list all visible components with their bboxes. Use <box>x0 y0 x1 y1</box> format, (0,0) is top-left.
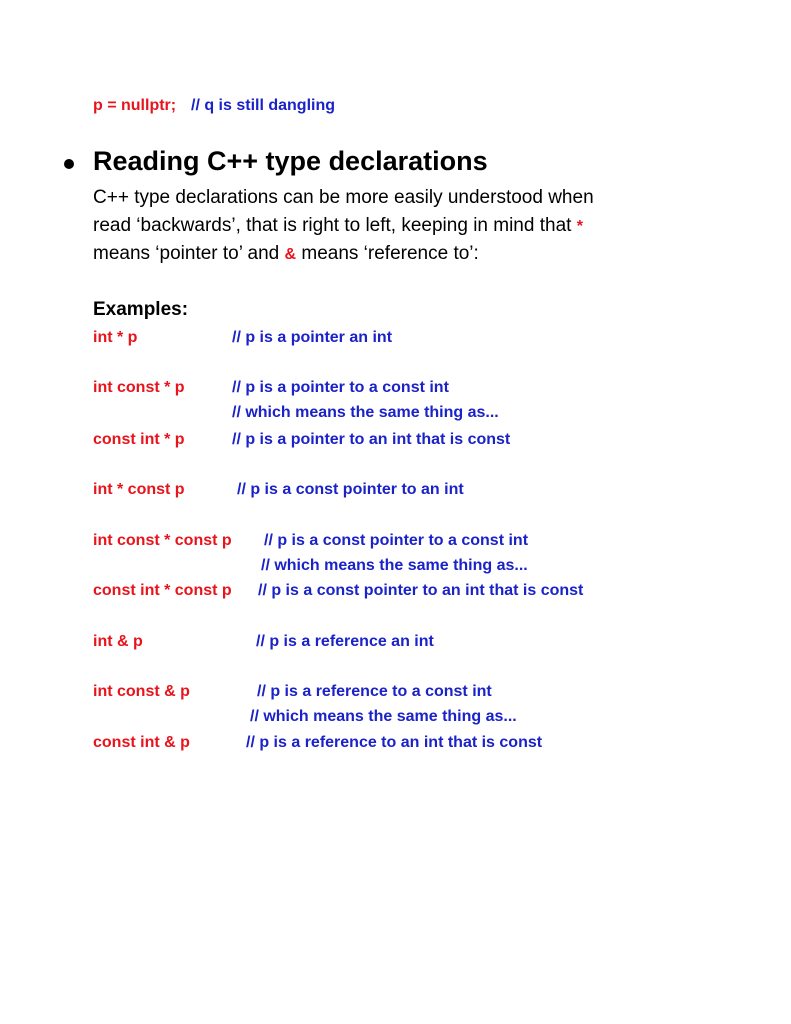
section-title: Reading C++ type declarations <box>93 146 488 176</box>
example-comment: // which means the same thing as... <box>232 404 499 421</box>
example-code: int const * const p <box>93 532 232 549</box>
intro-line-2-text: read ‘backwards’, that is right to left, keeping in mind that <box>93 215 572 236</box>
example-comment: // p is a reference to a const int <box>257 683 492 700</box>
example-code: int & p <box>93 633 143 650</box>
top-comment: // q is still dangling <box>191 97 336 114</box>
example-comment: // p is a reference to an int that is const <box>246 734 543 751</box>
example-comment: // p is a const pointer to an int that is const <box>258 582 584 599</box>
example-comment: // p is a const pointer to an int <box>237 481 464 498</box>
example-comment: // which means the same thing as... <box>261 557 528 574</box>
intro-line-2 <box>93 212 583 241</box>
examples-label: Examples: <box>93 299 189 320</box>
intro-line-3 <box>93 240 479 269</box>
example-comment: // p is a pointer an int <box>232 329 393 346</box>
intro-line-3-text-b: means ‘reference to’: <box>301 243 479 264</box>
intro-line-3-text-a: means ‘pointer to’ and <box>93 243 280 264</box>
example-comment: // p is a const pointer to a const int <box>264 532 529 549</box>
example-code: const int * p <box>93 431 185 448</box>
example-code: int * p <box>93 329 138 346</box>
example-code: int const * p <box>93 379 185 396</box>
bullet-icon <box>64 159 74 169</box>
example-comment: // p is a pointer to a const int <box>232 379 449 396</box>
top-code: p = nullptr; <box>93 97 177 114</box>
example-comment: // p is a reference an int <box>256 633 434 650</box>
intro-line-1: C++ type declarations can be more easily understood when <box>93 187 594 208</box>
example-code: const int * const p <box>93 582 232 599</box>
example-comment: // p is a pointer to an int that is const <box>232 431 511 448</box>
example-code: int * const p <box>93 481 185 498</box>
star-symbol: * <box>576 218 583 235</box>
example-code: const int & p <box>93 734 190 751</box>
ampersand-symbol: & <box>284 246 297 263</box>
example-code: int const & p <box>93 683 190 700</box>
example-comment: // which means the same thing as... <box>250 708 517 725</box>
